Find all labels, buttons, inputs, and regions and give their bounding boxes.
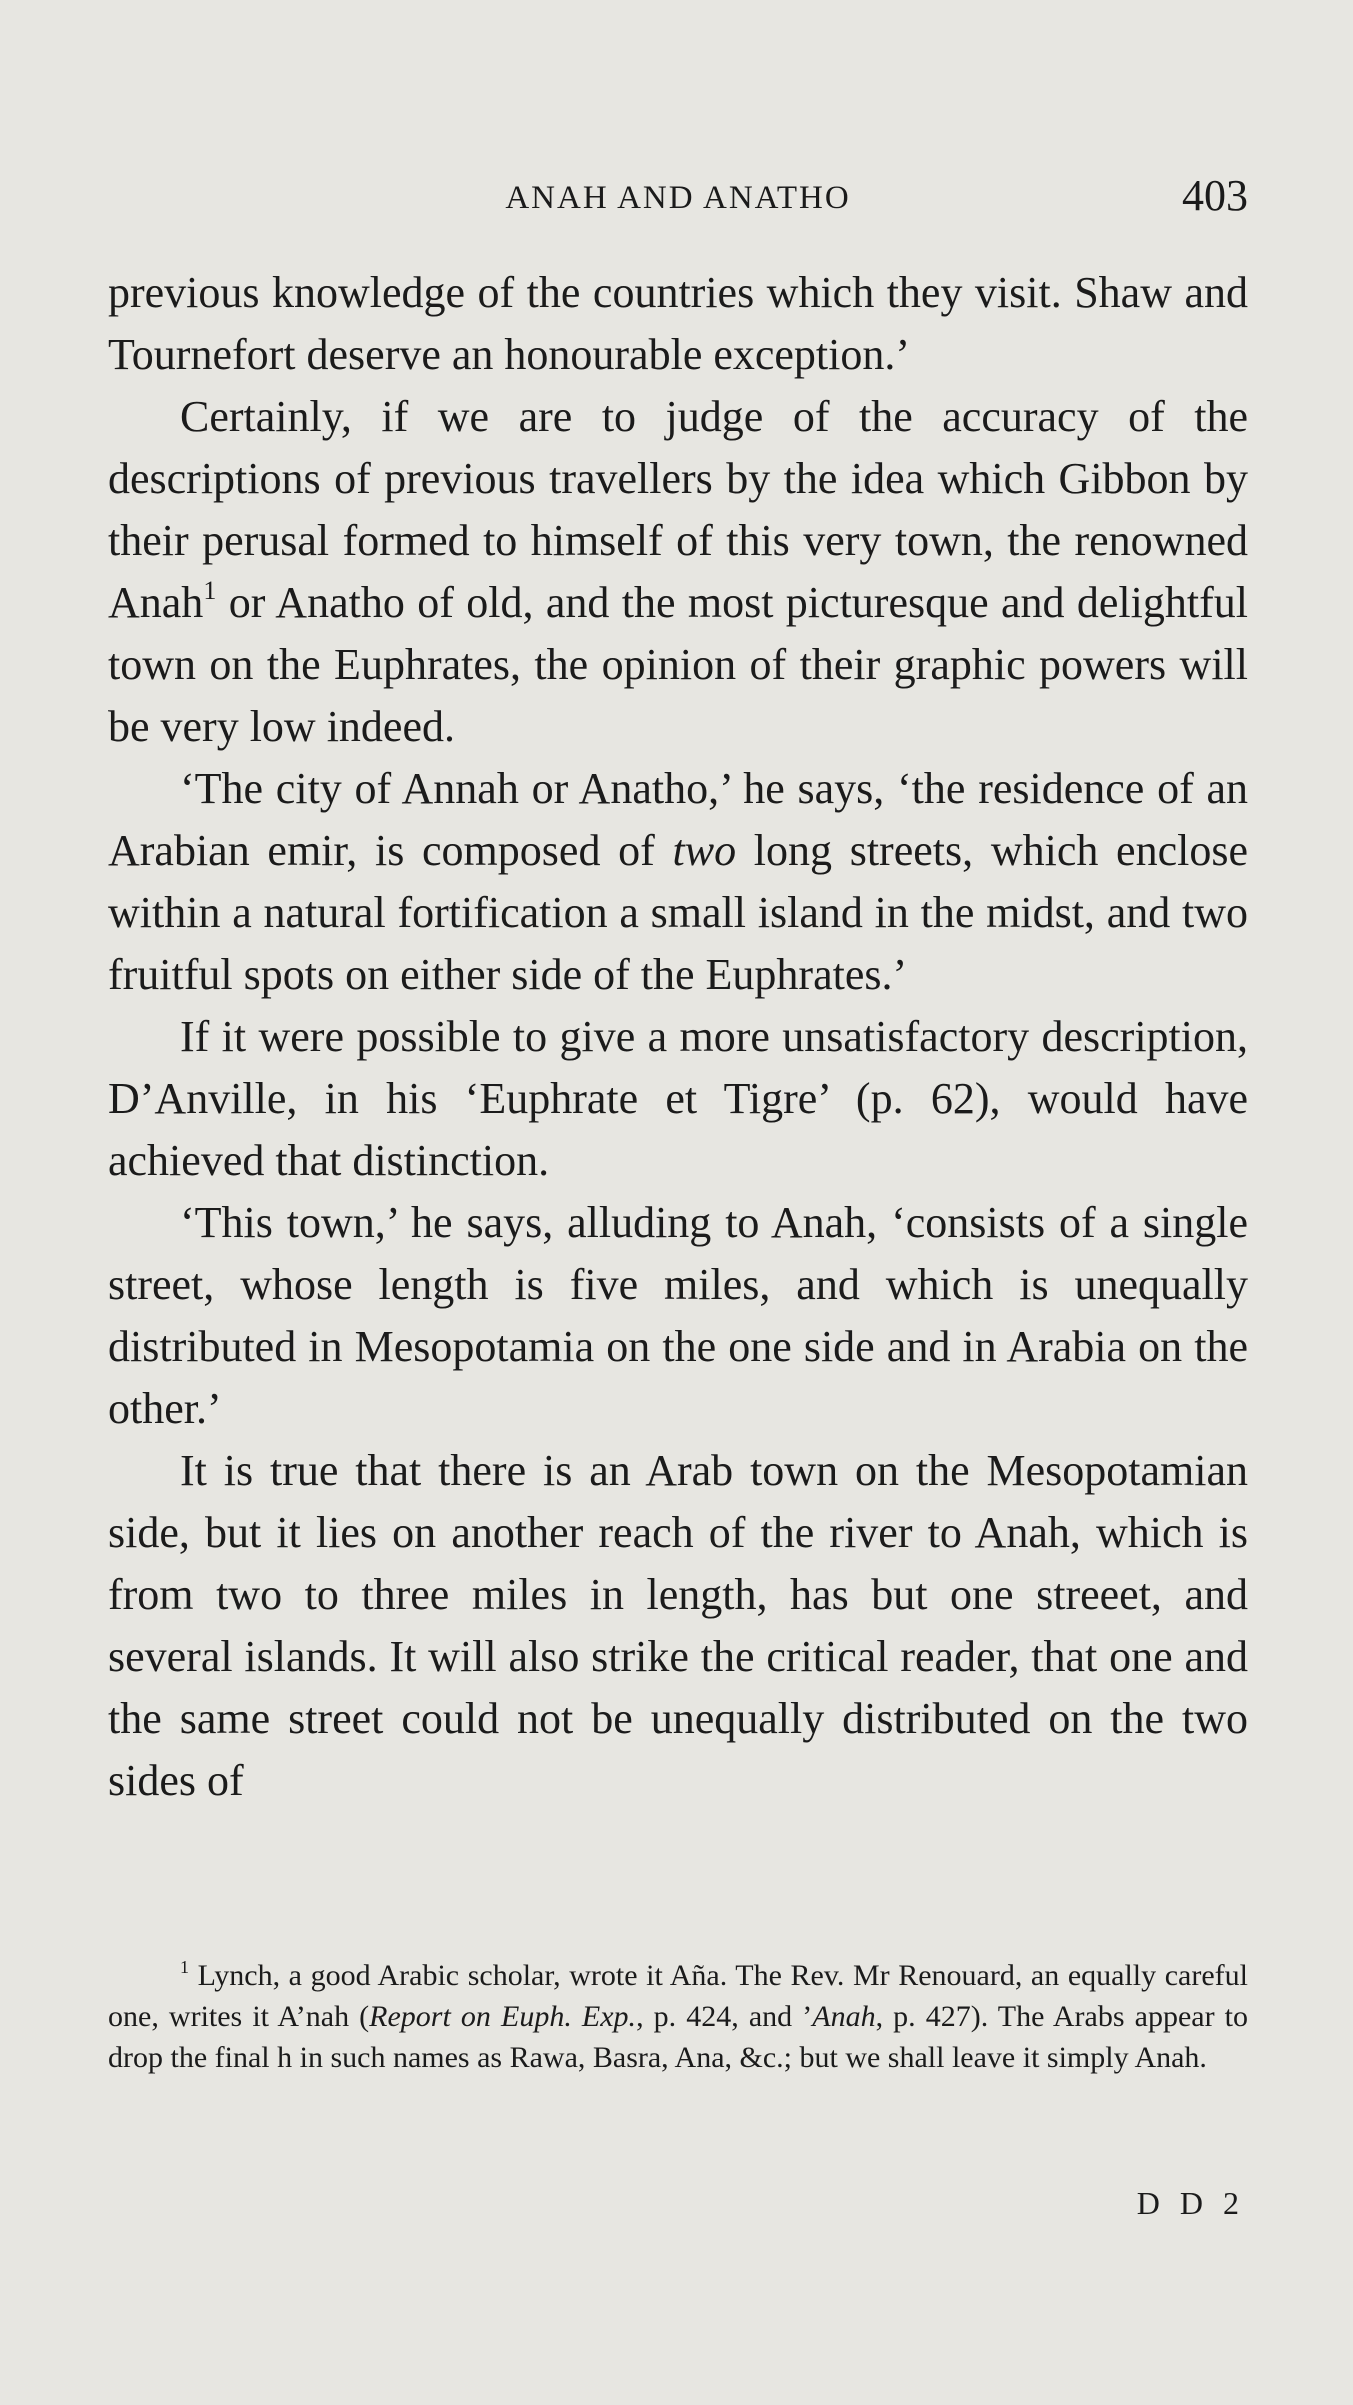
page-header (108, 170, 1248, 230)
footnote-emphasis-2: Anah (812, 2000, 876, 2033)
footnote-reference: 1 (203, 576, 217, 605)
paragraph-3-text-a: ‘The city of Annah or Anatho,’ he says, ‘the residence of an Arabian emir, is composed of (108, 764, 1248, 875)
paragraph-2 (108, 386, 1248, 758)
paragraph-5: ‘This town,’ he says, alluding to Anah, ‘consists of a single street, whose length is five miles, and which is unequally distributed in Mesopotamia on the one side and in Arabia on the other.’ (108, 1198, 1248, 1433)
footnote-mark: 1 (180, 1957, 189, 1977)
running-title: ANAH AND ANATHO (505, 180, 851, 216)
paragraph-2-text-a: Certainly, if we are to judge of the accuracy of the descriptions of previous travellers by the idea which Gibbon by their perusal formed to himself of this very town, the renowned Anah (108, 392, 1248, 627)
paragraph-4: If it were possible to give a more unsatisfactory description, D’Anville, in his ‘Euphrate et Tigre’ (p. 62), would have achieved that distinction. (108, 1012, 1248, 1185)
footnote-text-2: , p. 424, and ’ (636, 2000, 813, 2033)
page-number: 403 (1182, 171, 1248, 220)
paragraph-1: previous knowledge of the countries which they visit. Shaw and Tournefort deserve an honourable exception.’ (108, 268, 1248, 379)
body-text (108, 262, 1248, 1812)
paragraph-2-text-b: or Anatho of old, and the most picturesque and delightful town on the Euphrates, the opinion of their graphic powers will be very low indeed. (108, 578, 1248, 751)
paragraph-3-emphasis: two (672, 826, 737, 875)
footnote (108, 1955, 1248, 2078)
footnote-emphasis-1: Report on Euph. Exp. (369, 2000, 637, 2033)
paragraph-3-text-b: long streets, which enclose within a natural fortification a small island in the midst, and two fruitful spots on either side of the Euphrates.’ (108, 826, 1248, 999)
signature-mark: D D 2 (1136, 2185, 1245, 2221)
footnote-paragraph (108, 1955, 1248, 2078)
paragraph-3 (108, 758, 1248, 1006)
footnote-text-1: Lynch, a good Arabic scholar, wrote it Aña. The Rev. Mr Renouard, an equally careful one, writes it A’nah ( (108, 1959, 1248, 2033)
paragraph-6: It is true that there is an Arab town on the Mesopotamian side, but it lies on another reach of the river to Anah, which is from two to three miles in length, has but one streeet, and several islands. It will also strike the critical reader, that one and the same street could not be unequally distributed on the two sides of (108, 1446, 1248, 1805)
footnote-text-3: , p. 427). The Arabs appear to drop the final h in such names as Rawa, Basra, Ana, &c.; but we shall leave it simply Anah. (108, 2000, 1248, 2074)
